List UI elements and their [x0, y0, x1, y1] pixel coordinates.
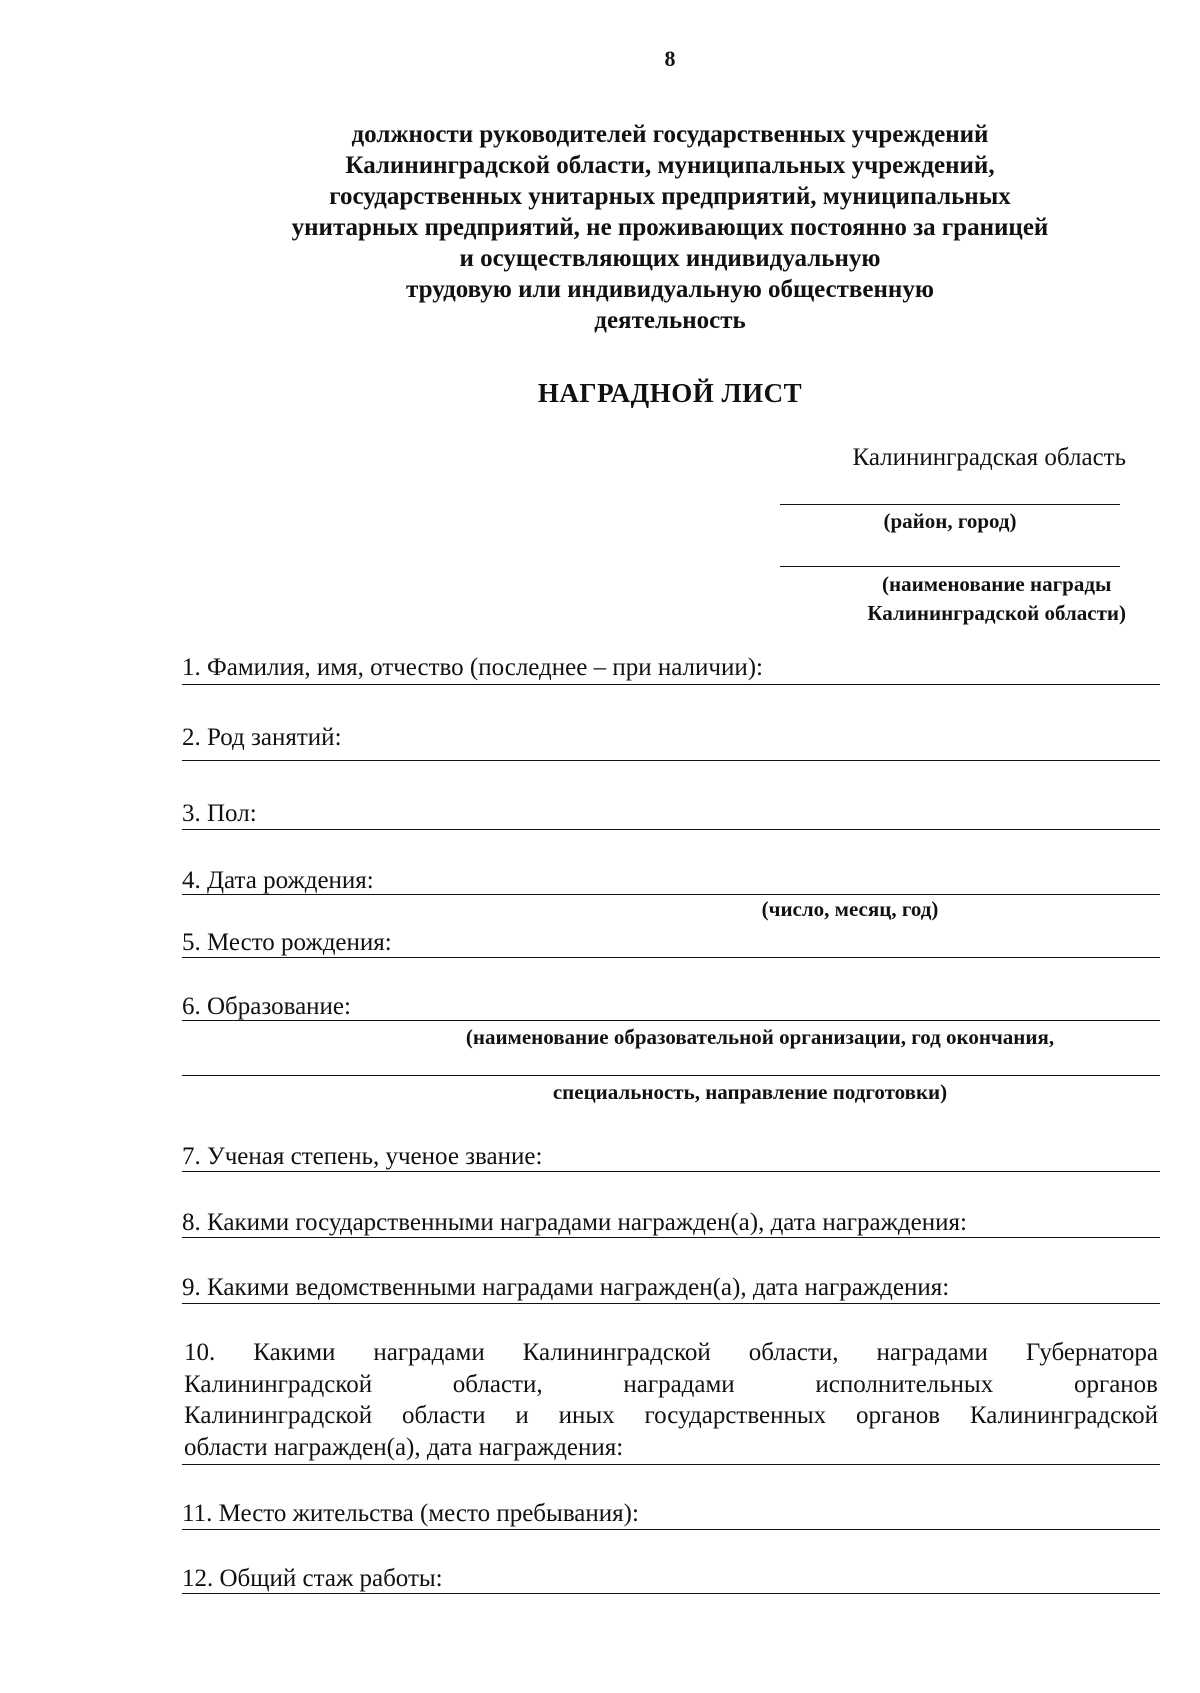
field-degree-line[interactable] — [182, 1171, 1160, 1172]
field-residence-line[interactable] — [182, 1529, 1160, 1530]
region-name: Калининградская область — [852, 444, 1126, 471]
field-regional-awards-label — [184, 1337, 1158, 1463]
paragraph-line: 10. Какими наградами Калининградской области, наградами Губернатора — [184, 1339, 1158, 1366]
field-degree-label: 7. Ученая степень, ученое звание: — [182, 1143, 543, 1170]
education-hint-2: специальность, направление подготовки) — [552, 1080, 948, 1104]
field-education-label: 6. Образование: — [182, 993, 351, 1020]
field-occupation-label: 2. Род занятий: — [182, 724, 342, 751]
field-full-name-label: 1. Фамилия, имя, отчество (последнее – при наличии): — [182, 654, 764, 681]
award-hint-line: Калининградской области) — [867, 601, 1126, 625]
field-birth-place-label: 5. Место рождения: — [182, 929, 392, 956]
heading-line: должности руководителей государственных учреждений — [351, 121, 989, 148]
field-state-awards-line[interactable] — [182, 1237, 1160, 1238]
field-total-experience-label: 12. Общий стаж работы: — [182, 1565, 443, 1592]
field-birth-place-line[interactable] — [182, 957, 1160, 958]
field-total-experience-line[interactable] — [182, 1593, 1160, 1594]
heading-line: государственных унитарных предприятий, муниципальных — [329, 183, 1011, 210]
district-hint: (район, город) — [883, 509, 1017, 533]
paragraph-line: Калининградской области и иных государственных органов Калининградской — [184, 1402, 1158, 1429]
field-gender-label: 3. Пол: — [182, 800, 257, 827]
paragraph-line: Калининградской области, наградами исполнительных органов — [184, 1370, 1158, 1398]
field-regional-awards-line[interactable] — [182, 1464, 1160, 1465]
heading-line: трудовую или индивидуальную общественную — [406, 276, 934, 303]
heading-line: деятельность — [594, 307, 746, 334]
education-hint: (наименование образовательной организации, год окончания, — [465, 1025, 1055, 1049]
award-name-hint — [867, 570, 1126, 628]
document-heading — [160, 119, 1180, 336]
field-departmental-awards-line[interactable] — [182, 1303, 1160, 1304]
field-full-name-line[interactable] — [182, 684, 1160, 685]
district-line — [780, 504, 1120, 505]
field-education-line-2[interactable] — [182, 1075, 1160, 1076]
field-departmental-awards-label: 9. Какими ведомственными наградами награжден(а), дата награждения: — [182, 1274, 950, 1301]
field-occupation-line[interactable] — [182, 760, 1160, 761]
award-hint-line: (наименование награды — [882, 572, 1112, 596]
field-state-awards-label: 8. Какими государственными наградами награжден(а), дата награждения: — [182, 1209, 967, 1236]
field-gender-line[interactable] — [182, 829, 1160, 830]
field-education-line[interactable] — [182, 1020, 1160, 1021]
heading-line: Калининградской области, муниципальных учреждений, — [345, 152, 995, 179]
birth-date-hint: (число, месяц, год) — [761, 897, 939, 921]
heading-line: унитарных предприятий, не проживающих постоянно за границей — [291, 214, 1049, 241]
page-number: 8 — [664, 46, 676, 71]
heading-line: и осуществляющих индивидуальную — [459, 245, 881, 272]
field-birth-date-label: 4. Дата рождения: — [182, 867, 374, 894]
page-title: НАГРАДНОЙ ЛИСТ — [537, 378, 803, 408]
paragraph-line: области награжден(а), дата награждения: — [184, 1433, 624, 1461]
award-name-line — [780, 566, 1120, 567]
field-residence-label: 11. Место жительства (место пребывания): — [182, 1500, 639, 1527]
